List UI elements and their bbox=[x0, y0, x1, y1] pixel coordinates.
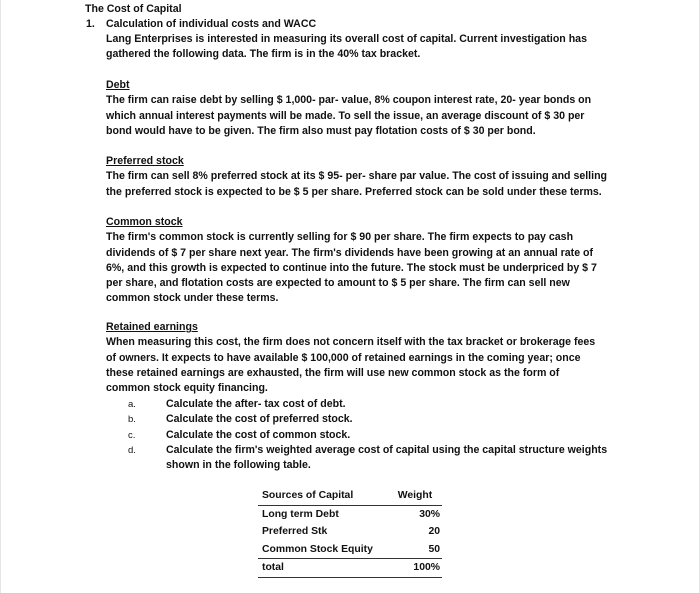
task-label: c. bbox=[128, 429, 136, 441]
source-cell: Common Stock Equity bbox=[258, 541, 390, 559]
debt-section bbox=[106, 78, 626, 139]
question-heading: Calculation of individual costs and WACC bbox=[106, 18, 317, 30]
weight-header: Weight bbox=[390, 487, 442, 505]
question-number: 1. bbox=[86, 18, 95, 30]
task-list bbox=[106, 397, 626, 473]
common-stock-line: dividends of $ 7 per share next year. The firm's dividends have been growing at an annual rate of bbox=[106, 246, 594, 259]
task-text: Calculate the cost of common stock. bbox=[166, 428, 351, 441]
retained-earnings-line: of owners. It expects to have available $ 100,000 of retained earnings in the coming year; once bbox=[106, 351, 581, 364]
capital-structure-table bbox=[258, 487, 442, 578]
source-cell: Preferred Stk bbox=[262, 526, 328, 538]
weight-cell: 100% bbox=[390, 559, 442, 578]
table-row bbox=[258, 541, 442, 559]
source-cell: total bbox=[258, 559, 390, 578]
intro-line: gathered the following data. The firm is in the 40% tax bracket. bbox=[106, 48, 421, 61]
table-row bbox=[258, 505, 442, 523]
retained-earnings-line: common stock equity financing. bbox=[106, 382, 268, 395]
common-stock-heading: Common stock bbox=[106, 216, 183, 228]
debt-line: The firm can raise debt by selling $ 1,000- par- value, 8% coupon interest rate, 20- year bonds on bbox=[106, 94, 592, 107]
common-stock-line: 6%, and this growth is expected to continue into the future. The stock must be underpriced by $ 7 bbox=[106, 261, 597, 274]
weight-cell: 20 bbox=[428, 526, 440, 538]
common-stock-line: The firm's common stock is currently selling for $ 90 per share. The firm expects to pay cash bbox=[106, 231, 574, 244]
page-border-left bbox=[0, 0, 1, 594]
task-label: a. bbox=[128, 399, 136, 410]
task-item bbox=[106, 397, 626, 412]
question-intro bbox=[106, 32, 626, 63]
table-row bbox=[258, 523, 442, 541]
weight-cell: 50 bbox=[390, 541, 442, 559]
debt-line: bond would have to be given. The firm also must pay flotation costs of $ 30 per bond. bbox=[106, 124, 536, 137]
preferred-stock-section bbox=[106, 154, 626, 200]
task-text: Calculate the firm's weighted average cost of capital using the capital structure weights shown in the following table. bbox=[166, 443, 608, 472]
table-header-row bbox=[258, 487, 442, 505]
task-text: Calculate the after- tax cost of debt. bbox=[166, 398, 346, 410]
document-title: The Cost of Capital bbox=[85, 3, 182, 15]
source-cell: Long term Debt bbox=[262, 508, 339, 520]
preferred-stock-line: The firm can sell 8% preferred stock at its $ 95- per- share par value. The cost of issuing and selling bbox=[106, 170, 608, 183]
task-label: d. bbox=[128, 444, 136, 456]
table-total-row bbox=[258, 559, 442, 578]
common-stock-section bbox=[106, 215, 626, 307]
preferred-stock-heading: Preferred stock bbox=[106, 155, 184, 167]
preferred-stock-line: the preferred stock is expected to be $ 5 per share. Preferred stock can be sold under these terms. bbox=[106, 185, 602, 198]
weight-cell: 30% bbox=[419, 508, 440, 520]
retained-earnings-line: these retained earnings are exhausted, the firm will use new common stock as the form of bbox=[106, 366, 560, 379]
debt-line: which annual interest payments will be made. To sell the issue, an average discount of $ 30 per bbox=[106, 109, 585, 122]
task-item bbox=[106, 412, 626, 427]
retained-earnings-heading: Retained earnings bbox=[106, 321, 198, 333]
task-text: Calculate the cost of preferred stock. bbox=[166, 413, 353, 426]
common-stock-line: per share, and flotation costs are expected to amount to $ 5 per share. The firm can sell new bbox=[106, 277, 570, 290]
retained-earnings-section bbox=[106, 320, 626, 396]
common-stock-line: common stock under these terms. bbox=[106, 292, 279, 305]
task-label: b. bbox=[128, 414, 136, 426]
debt-heading: Debt bbox=[106, 79, 130, 91]
task-item bbox=[106, 443, 626, 474]
retained-earnings-line: When measuring this cost, the firm does not concern itself with the tax bracket or brokerage fees bbox=[106, 336, 596, 349]
sources-of-capital-header: Sources of Capital bbox=[258, 487, 390, 505]
intro-line: Lang Enterprises is interested in measuring its overall cost of capital. Current investigation has bbox=[106, 33, 587, 45]
task-item bbox=[106, 428, 626, 443]
